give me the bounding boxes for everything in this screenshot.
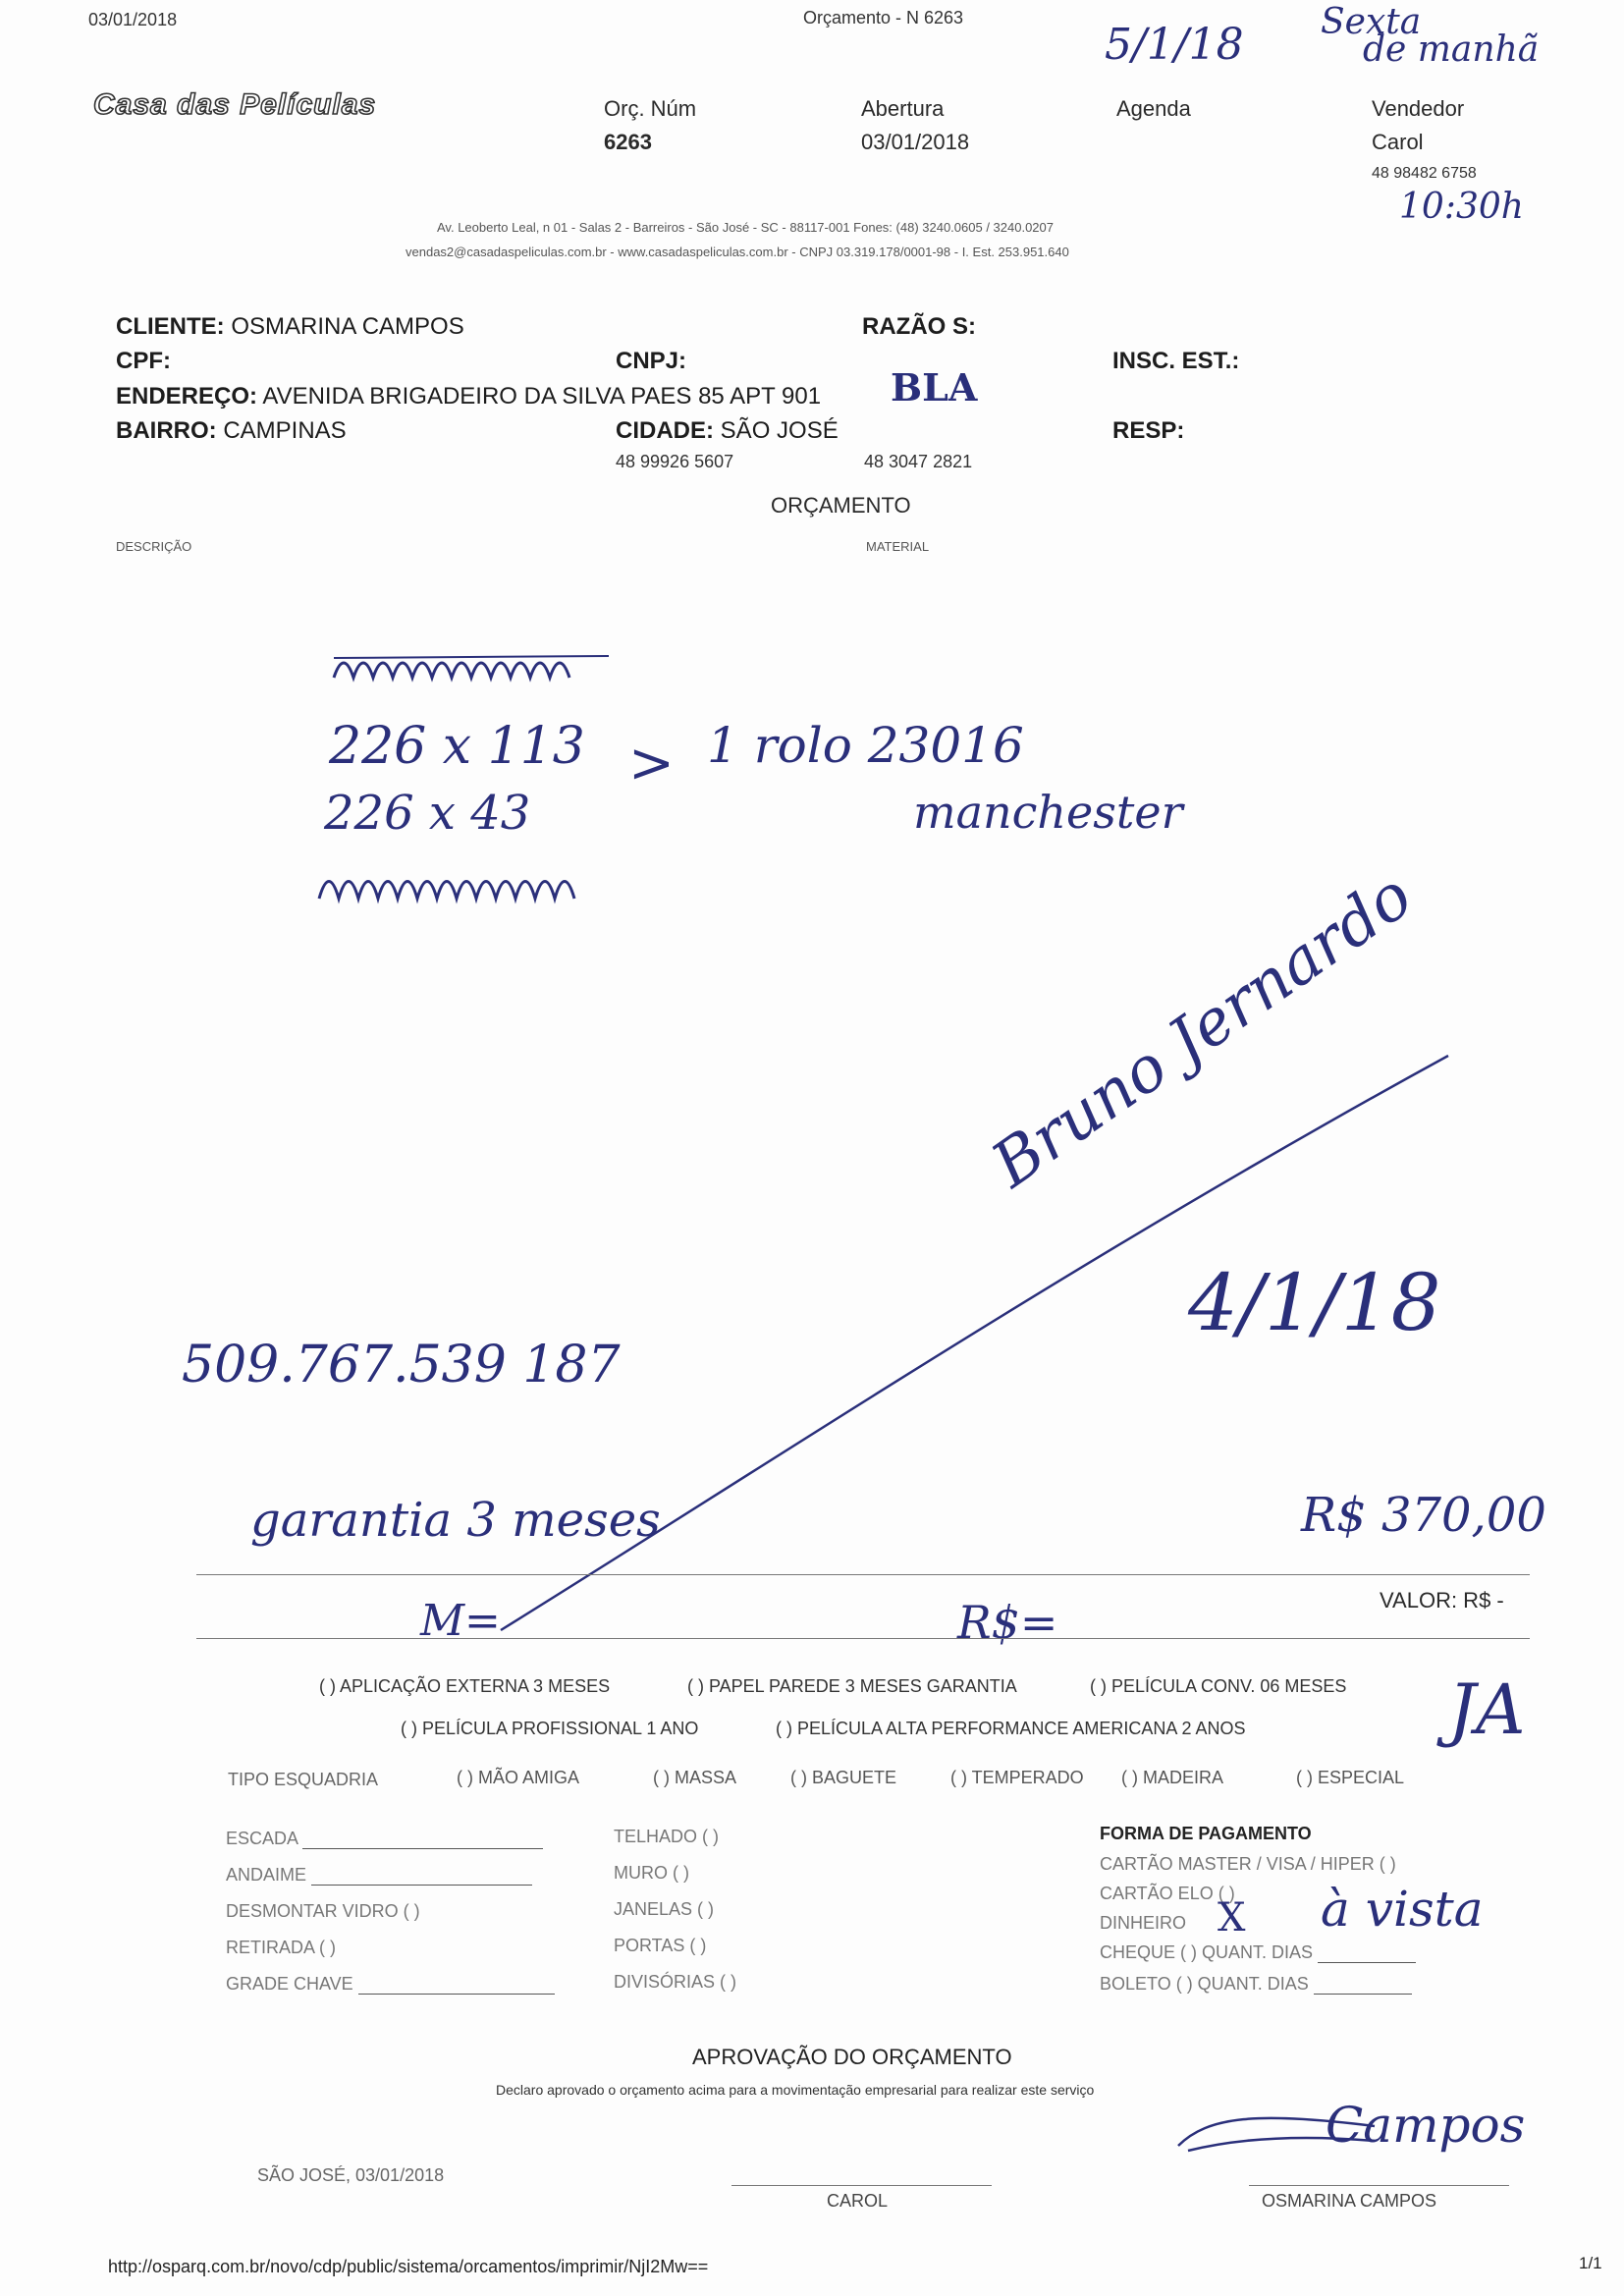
rule-2 [196, 1638, 1530, 1639]
cliente-label: CLIENTE: [116, 313, 225, 340]
handwritten-roll-note: 1 rolo 23016 [707, 717, 1024, 774]
payment-cartao-elo[interactable]: CARTÃO ELO ( ) [1100, 1884, 1235, 1903]
option-papel-parede[interactable]: ( ) PAPEL PAREDE 3 MESES GARANTIA [687, 1676, 1017, 1696]
service-andaime-label: ANDAIME [226, 1865, 307, 1885]
service-escada-label: ESCADA [226, 1829, 298, 1848]
service-muro[interactable]: MURO ( ) [614, 1863, 689, 1883]
print-date: 03/01/2018 [88, 10, 178, 29]
cpf-label: CPF: [116, 348, 171, 374]
client-phone-2: 48 3047 2821 [864, 452, 973, 471]
handwritten-note-2: de manhã [1363, 29, 1540, 70]
tipo-madeira[interactable]: ( ) MADEIRA [1121, 1768, 1224, 1787]
company-contact: vendas2@casadaspeliculas.com.br - www.casadaspeliculas.com.br - CNPJ 03.319.178/0001-98 - I. Est. 253.951.640 [406, 245, 1069, 259]
service-grade-chave-line [358, 1976, 555, 1995]
handwritten-m: M= [420, 1596, 501, 1646]
payment-cheque-label: CHEQUE ( ) QUANT. DIAS [1100, 1942, 1314, 1962]
service-portas[interactable]: PORTAS ( ) [614, 1936, 707, 1955]
scribble-top [324, 638, 619, 697]
service-divisorias[interactable]: DIVISÓRIAS ( ) [614, 1972, 737, 1992]
vendedor-phone: 48 98482 6758 [1372, 165, 1477, 182]
razao-label: RAZÃO S: [862, 313, 976, 340]
cliente-row [116, 313, 464, 341]
bairro-label: BAIRRO: [116, 417, 217, 444]
client-signature-name: OSMARINA CAMPOS [1262, 2191, 1437, 2211]
option-aplicacao-externa[interactable]: ( ) APLICAÇÃO EXTERNA 3 MESES [319, 1676, 611, 1696]
vendedor-value: Carol [1372, 130, 1424, 154]
handwritten-rs: R$= [957, 1596, 1058, 1649]
handwritten-client-signature: Campos [1326, 2097, 1526, 2154]
cidade-label: CIDADE: [616, 417, 714, 444]
payment-dinheiro[interactable]: DINHEIRO [1100, 1913, 1187, 1933]
service-andaime-line [311, 1867, 532, 1886]
service-andaime[interactable] [226, 1865, 532, 1886]
service-janelas[interactable]: JANELAS ( ) [614, 1899, 715, 1919]
company-address: Av. Leoberto Leal, n 01 - Salas 2 - Barreiros - São José - SC - 88117-001 Fones: (48) 3240.0605 / 3240.0207 [437, 220, 1054, 235]
handwritten-bla: BLA [891, 365, 978, 410]
handwritten-signature-date: 4/1/18 [1188, 1257, 1441, 1348]
tipo-esquadria-label: TIPO ESQUADRIA [228, 1770, 379, 1789]
option-pelicula-conv[interactable]: ( ) PELÍCULA CONV. 06 MESES [1090, 1676, 1347, 1696]
tipo-mao-amiga[interactable]: ( ) MÃO AMIGA [457, 1768, 580, 1787]
approval-place-date: SÃO JOSÉ, 03/01/2018 [257, 2165, 445, 2185]
valor-label: VALOR: R$ - [1380, 1588, 1504, 1613]
section-title: ORÇAMENTO [771, 493, 911, 518]
option-pelicula-alta-performance[interactable]: ( ) PELÍCULA ALTA PERFORMANCE AMERICANA 2 ANOS [776, 1719, 1246, 1738]
material-label: MATERIAL [866, 539, 930, 554]
endereco-value: AVENIDA BRIGADEIRO DA SILVA PAES 85 APT 901 [262, 383, 822, 410]
payment-boleto-line [1314, 1976, 1412, 1995]
vendedor-label: Vendedor [1372, 96, 1465, 121]
payment-cheque[interactable] [1100, 1942, 1416, 1963]
insc-label: INSC. EST.: [1112, 348, 1240, 374]
orc-num-label: Orç. Núm [604, 96, 697, 121]
endereco-row [116, 383, 821, 410]
handwritten-bracket: > [628, 732, 675, 795]
cidade-row [616, 417, 839, 445]
footer-page: 1/1 [1579, 2254, 1602, 2272]
service-escada-line [302, 1831, 543, 1849]
handwritten-date: 5/1/18 [1105, 20, 1244, 70]
tipo-temperado[interactable]: ( ) TEMPERADO [950, 1768, 1084, 1787]
client-phone-1: 48 99926 5607 [616, 452, 734, 471]
service-telhado[interactable]: TELHADO ( ) [614, 1827, 720, 1846]
bairro-row [116, 417, 347, 445]
client-signature-line [1249, 2185, 1509, 2186]
handwritten-time: 10:30h [1399, 187, 1524, 227]
agenda-label: Agenda [1116, 96, 1191, 121]
service-desmontar-vidro[interactable]: DESMONTAR VIDRO ( ) [226, 1901, 420, 1921]
handwritten-measure-1: 226 x 113 [329, 717, 585, 776]
document-title: Orçamento - N 6263 [803, 8, 964, 27]
cidade-value: SÃO JOSÉ [720, 417, 839, 444]
seller-signature-name: CAROL [827, 2191, 889, 2211]
handwritten-measure-2: 226 x 43 [324, 786, 531, 841]
service-escada[interactable] [226, 1829, 543, 1849]
handwritten-note-1: Sexta [1321, 2, 1422, 42]
service-retirada[interactable]: RETIRADA ( ) [226, 1938, 337, 1957]
tipo-especial[interactable]: ( ) ESPECIAL [1296, 1768, 1405, 1787]
tipo-massa[interactable]: ( ) MASSA [653, 1768, 737, 1787]
handwritten-cash-mark: X [1218, 1895, 1246, 1941]
payment-title: FORMA DE PAGAMENTO [1100, 1824, 1312, 1843]
payment-cheque-line [1318, 1944, 1416, 1963]
cnpj-label: CNPJ: [616, 348, 687, 374]
abertura-label: Abertura [861, 96, 945, 121]
footer-url: http://osparq.com.br/novo/cdp/public/sistema/orcamentos/imprimir/NjI2Mw== [108, 2257, 709, 2276]
approval-title: APROVAÇÃO DO ORÇAMENTO [692, 2045, 1012, 2069]
scribble-bottom [309, 854, 623, 923]
orc-num-value: 6263 [604, 130, 652, 154]
approval-text: Declaro aprovado o orçamento acima para a movimentação empresarial para realizar este serviço [496, 2082, 1095, 2098]
cliente-value: OSMARINA CAMPOS [231, 313, 464, 340]
tipo-baguete[interactable]: ( ) BAGUETE [790, 1768, 897, 1787]
service-grade-chave-label: GRADE CHAVE [226, 1974, 353, 1994]
resp-label: RESP: [1112, 417, 1185, 444]
abertura-value: 03/01/2018 [861, 130, 970, 154]
handwritten-initials: JA [1448, 1669, 1526, 1750]
handwritten-total: R$ 370,00 [1301, 1488, 1546, 1543]
endereco-label: ENDEREÇO: [116, 383, 258, 410]
handwritten-warranty: garantia 3 meses [250, 1493, 661, 1548]
company-logo: Casa das Películas [93, 88, 377, 121]
payment-boleto-label: BOLETO ( ) QUANT. DIAS [1100, 1974, 1309, 1994]
seller-signature-line [731, 2185, 992, 2186]
bairro-value: CAMPINAS [223, 417, 347, 444]
handwritten-cpf-number: 509.767.539 187 [182, 1336, 621, 1394]
payment-cartao-master[interactable]: CARTÃO MASTER / VISA / HIPER ( ) [1100, 1854, 1396, 1874]
option-pelicula-profissional[interactable]: ( ) PELÍCULA PROFISSIONAL 1 ANO [401, 1719, 699, 1738]
handwritten-roll-note-2: manchester [913, 786, 1183, 839]
payment-boleto[interactable] [1100, 1974, 1412, 1995]
descricao-label: DESCRIÇÃO [116, 539, 192, 554]
rule-1 [196, 1574, 1530, 1575]
handwritten-cash-note: à vista [1321, 1881, 1484, 1938]
service-grade-chave[interactable] [226, 1974, 555, 1995]
handwritten-signature-name: Bruno Jernardo [979, 859, 1426, 1202]
